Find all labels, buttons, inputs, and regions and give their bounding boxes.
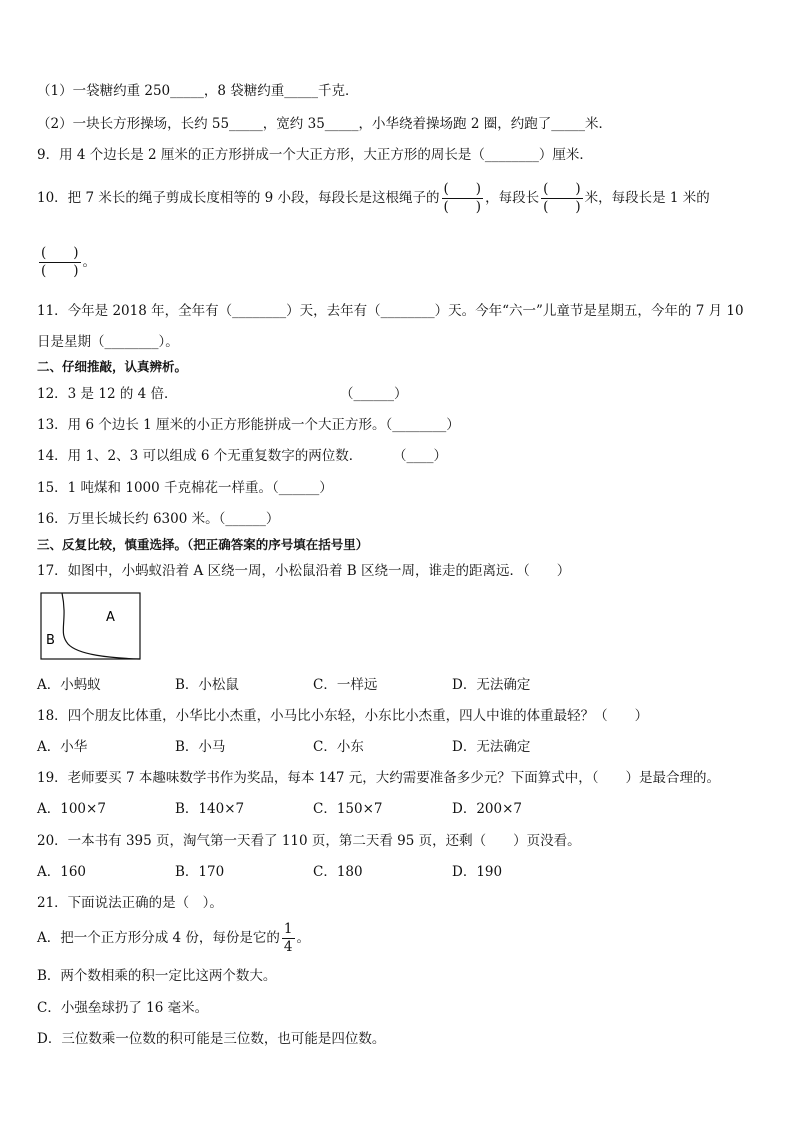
q20: 20．一本书有 395 页，淘气第一天看了 110 页，第二天看 95 页，还剩（ ）页没看。 [37,833,581,849]
q10-line2 [37,242,96,282]
section-2-heading: 二、仔细推敲，认真辨析。 [37,359,188,374]
q10-line1 [37,178,710,218]
q11-line2: 日是星期（________）。 [37,334,179,350]
q10-text-b: ，每段长 [485,190,540,206]
q19-option-b: B．140×7 [175,801,245,817]
q21-option-a: A．把一个正方形分成 4 份，每份是它的 $\frac{1}{4}$ 。 [37,921,311,955]
q17-option-c: C．一样远 [313,677,378,693]
q9: 9．用 4 个边长是 2 厘米的正方形拼成一个大正方形，大正方形的周长是（________）厘米． [37,147,593,163]
q12-blank: （______） [340,386,408,402]
q14-blank: （____） [393,448,447,464]
q18-option-b: B．小马 [175,739,226,755]
q17-option-d: D．无法确定 [452,677,531,693]
q10-fraction-1: $\frac{( )}{( )}$ [443,181,482,215]
q8-line1: （1）一袋糖约重 250_____，8 袋糖约重_____千克． [37,83,359,99]
q10-fraction-2: $\frac{( )}{( )}$ [543,181,581,215]
q20-option-c: C．180 [313,864,363,880]
q12: 12．3 是 12 的 4 倍． （______） [37,386,408,402]
q20-option-b: B．170 [175,864,225,880]
q17-figure-label-a: A [106,610,115,625]
q18-option-d: D．无法确定 [452,739,531,755]
q21-option-b: B．两个数相乘的积一定比这两个数大。 [37,968,277,984]
q19-option-d: D．200×7 [452,801,522,817]
section-3-heading: 三、反复比较，慎重选择。（把正确答案的序号填在括号里） [37,537,369,552]
q18: 18．四个朋友比体重，小华比小杰重，小马比小东轻，小东比小杰重，四人中谁的体重最轻？（ ） [37,708,649,724]
q19-option-a: A．100×7 [37,801,106,817]
q21-option-d: D．三位数乘一位数的积可能是三位数，也可能是四位数。 [37,1031,386,1047]
q11-line1: 11．今年是 2018 年，全年有（________）天，去年有（________）天。今年“六一”儿童节是星期五，今年的 7 月 10 [37,303,744,319]
q13: 13．用 6 个边长 1 厘米的小正方形能拼成一个大正方形。（________） [37,417,460,433]
q16: 16．万里长城长约 6300 米。（______） [37,511,280,527]
q21-option-c: C．小强垒球扔了 16 毫米。 [37,1000,209,1016]
q19-option-c: C．150×7 [313,801,383,817]
q18-option-a: A．小华 [37,739,88,755]
q10-text-a: 10．把 7 米长的绳子剪成长度相等的 9 小段，每段长是这根绳子的 [37,190,440,206]
q10-fraction-3: $\frac{( )}{( )}$ [41,245,79,279]
q17-figure-label-b: B [46,633,55,648]
q17: 17．如图中，小蚂蚁沿着 A 区绕一周，小松鼠沿着 B 区绕一周，谁走的距离远．（ ） [37,563,571,579]
q15: 15．1 吨煤和 1000 千克棉花一样重。（______） [37,480,333,496]
q20-option-a: A．160 [37,864,87,880]
q17-option-b: B．小松鼠 [175,677,239,693]
q17-option-a: A．小蚂蚁 [37,677,101,693]
q10-text-c: 米，每段长是 1 米的 [584,190,710,206]
q8-line2: （2）一块长方形操场，长约 55_____，宽约 35_____，小华绕着操场跑 2 圈，约跑了_____米． [37,116,612,132]
q21-fraction: $\frac{1}{4}$ [283,921,293,955]
q17-figure [40,592,144,662]
q18-option-c: C．小东 [313,739,364,755]
q14: 14．用 1、2、3 可以组成 6 个无重复数字的两位数． （____） [37,448,447,464]
q19: 19．老师要买 7 本趣味数学书作为奖品，每本 147 元，大约需要准备多少元？下面算式中，（ ）是最合理的。 [37,770,720,786]
q20-option-d: D．190 [452,864,503,880]
q21: 21．下面说法正确的是（ ）。 [37,895,223,911]
q10-text-d: 。 [82,254,97,270]
